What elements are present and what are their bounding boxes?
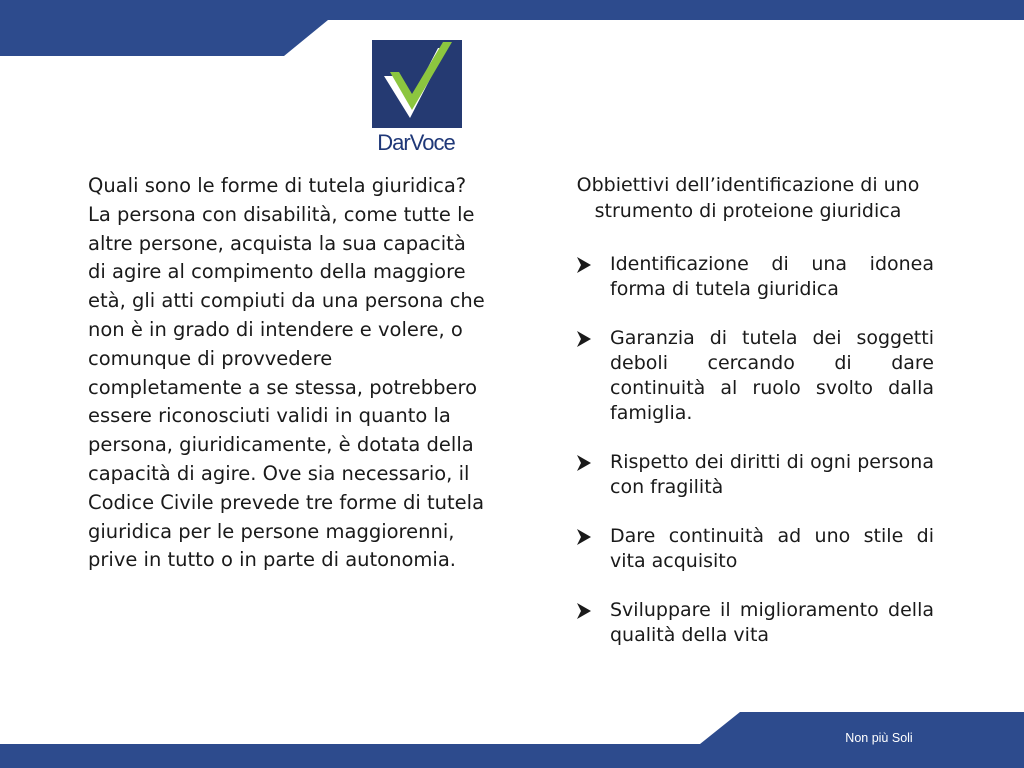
list-item-text: Garanzia di tutela dei soggetti deboli cercando di dare continuità al ruolo svolto dalla famiglia. bbox=[610, 327, 934, 424]
list-item bbox=[562, 326, 934, 426]
list-item-text: Rispetto dei diritti di ogni persona con fragilità bbox=[610, 451, 934, 498]
list-item bbox=[562, 252, 934, 302]
right-column bbox=[562, 172, 934, 648]
list-item-text: Sviluppare il miglioramento della qualità della vita bbox=[610, 599, 934, 646]
top-decorative-band bbox=[0, 0, 1024, 56]
darvoce-logo bbox=[366, 36, 470, 156]
logo-text: DarVoce bbox=[377, 130, 455, 155]
list-item-text: Dare continuità ad uno stile di vita acquisito bbox=[610, 525, 934, 572]
list-item bbox=[562, 524, 934, 574]
arrow-bullet-icon bbox=[574, 329, 594, 349]
list-item bbox=[562, 450, 934, 500]
list-item-text: Identificazione di una idonea forma di tutela giuridica bbox=[610, 253, 934, 300]
left-question: Quali sono le forme di tutela giuridica? bbox=[88, 174, 467, 197]
arrow-bullet-icon bbox=[574, 255, 594, 275]
arrow-bullet-icon bbox=[574, 453, 594, 473]
right-heading: Obbiettivi dell’identificazione di uno strumento di proteione giuridica bbox=[576, 174, 920, 222]
objectives-list bbox=[562, 252, 934, 648]
arrow-bullet-icon bbox=[574, 527, 594, 547]
list-item bbox=[562, 598, 934, 648]
arrow-bullet-icon bbox=[574, 601, 594, 621]
left-body: La persona con disabilità, come tutte le altre persone, acquista la sua capacità di agire al compimento della maggiore età, gli atti compiuti da una persona che non è in grado di intendere e volere, o comunque di provvedere completamente a se stessa, potrebbero essere riconosciuti validi in quanto la persona, giuridicamente, è dotata della capacità di agire. Ove sia necessario, il Codice Civile prevede tre forme di tutela giuridica per le persone maggiorenni, prive in tutto o in parte di autonomia. bbox=[88, 202, 485, 572]
footer-text: Non più Soli bbox=[845, 731, 913, 745]
left-text-block bbox=[88, 172, 488, 575]
